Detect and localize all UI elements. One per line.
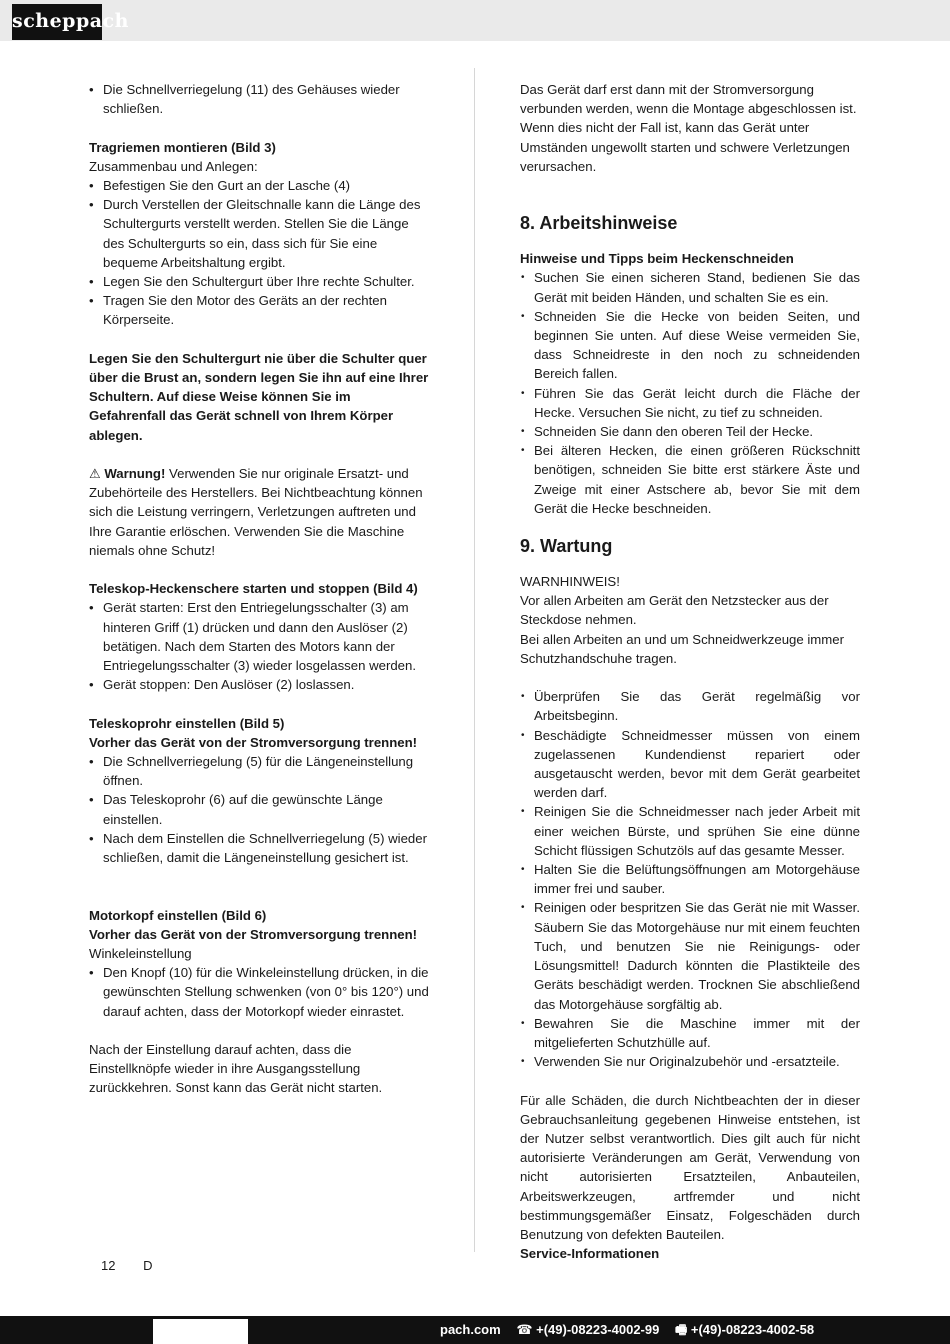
language-code: D: [143, 1258, 153, 1273]
list-item: • Legen Sie den Schultergurt über Ihre rechte Schulter.: [89, 272, 429, 291]
rohr-subtitle: Vorher das Gerät von der Stromversorgung trennen!: [89, 734, 418, 750]
list-rohr: [89, 752, 429, 867]
list-item: • Die Schnellverriegelung (5) für die Längeneinstellung öffnen.: [89, 752, 429, 790]
list-item: • Überprüfen Sie das Gerät regelmäßig vor Arbeitsbeginn.: [520, 687, 860, 725]
list-item: • Das Teleskoprohr (6) auf die gewünschte Länge einstellen.: [89, 790, 429, 828]
right-column: [520, 80, 860, 1263]
list-item: • Tragen Sie den Motor des Geräts an der rechten Körperseite.: [89, 291, 429, 329]
list-item: • Bewahren Sie die Maschine immer mit der mitgelieferten Schutzhülle auf.: [520, 1014, 860, 1052]
contact-info: [440, 1321, 826, 1343]
list-item: • Nach dem Einstellen die Schnellverriegelung (5) wieder schließen, damit die Längeneinstellung gesichert ist.: [89, 829, 429, 867]
list-item: • Gerät stoppen: Den Auslöser (2) loslassen.: [89, 675, 429, 694]
warn-line-2: Bei allen Arbeiten an und um Schneidwerkzeuge immer Schutzhandschuhe tragen.: [520, 631, 845, 666]
tips-title: Hinweise und Tipps beim Heckenschneiden: [520, 251, 794, 267]
list-item: • Durch Verstellen der Gleitschnalle kann die Länge des Schultergurts verstellt werden. Stellen Sie die Länge des Schultergurts so ein, dass sich für Sie eine bequeme Arbeitshaltung ergibt.: [89, 195, 429, 272]
list-item: • Reinigen oder bespritzen Sie das Gerät nie mit Wasser. Säubern Sie das Motorgehäuse nur mit einem feuchten Tuch, und benutzen Sie nie Reinigungs- oder Lösungsmittel! Dadurch könnten die Plastikteile des Geräts beschädigt werden. Trocknen Sie abschließend das Motorgehäuse sorgfältig ab.: [520, 898, 860, 1013]
warnung-label: Warnung!: [104, 466, 166, 482]
section-title-rohr: Teleskoprohr einstellen (Bild 5): [89, 715, 285, 731]
warnung-text: Verwenden Sie nur originale Ersatzt- und Zubehörteile des Herstellers. Bei Nichtbeachtung können sich die Leistung verringern, Verletzungen auftreten und Ihre Garantie erlöschen. Verwenden Sie die Maschine niemals ohne Schutz!: [89, 466, 423, 558]
list-item: • Schneiden Sie die Hecke von beiden Seiten, und beginnen Sie unten. Auf diese Weise vermeiden Sie, dass Schneidreste in den noch zu schneidenden Bereich fallen.: [520, 307, 860, 384]
list-item: • Befestigen Sie den Gurt an der Lasche (4): [89, 176, 429, 195]
list-item: • Halten Sie die Belüftungsöffnungen am Motorgehäuse immer frei und sauber.: [520, 860, 860, 898]
tragriemen-intro: Zusammenbau und Anlegen:: [89, 158, 258, 174]
motor-note: Nach der Einstellung darauf achten, dass die Einstellknöpfe wieder in ihre Ausgangsstellung zurückkehren. Sonst kann das Gerät nicht starten.: [89, 1042, 383, 1096]
list-item: • Verwenden Sie nur Originalzubehör und -ersatzteile.: [520, 1052, 860, 1071]
list-item: • Beschädigte Schneidmesser müssen von einem zugelassenen Kundendienst repariert oder ausgetauscht werden, bevor mit dem Gerät gearbeitet werden darf.: [520, 726, 860, 803]
list-tragriemen: [89, 176, 429, 330]
motor-subtitle: Vorher das Gerät von der Stromversorgung trennen!: [89, 926, 418, 942]
list-item: • Führen Sie das Gerät leicht durch die Fläche der Hecke. Versuchen Sie nicht, zu tief zu schneiden.: [520, 384, 860, 422]
service-title: Service-Informationen: [520, 1246, 660, 1262]
list-item: • Die Schnellverriegelung (11) des Gehäuses wieder schließen.: [89, 80, 429, 118]
bold-warning-text: Legen Sie den Schultergurt nie über die Schulter quer über die Brust an, sondern legen Sie ihn auf eine Ihrer Schultern. Auf diese Weise können Sie im Gefahrenfall das Gerät schnell von Ihrem Körper ablegen.: [89, 350, 429, 443]
list-item: • Bei älteren Hecken, die einen größeren Rückschnitt benötigen, schneiden Sie bitte erst stärkere Äste und Zweige mit einer Astschere ab, bevor Sie mit dem Gerät die Hecke beschneiden.: [520, 441, 860, 518]
section-title-arbeitshinweise: 8. Arbeitshinweise: [520, 213, 678, 234]
page-footer: [101, 1258, 176, 1273]
list-item: • Den Knopf (10) für die Winkeleinstellung drücken, in die gewünschten Stellung schwenken (von 0° bis 120°) und darauf achten, dass der Motorkopf wieder einrastet.: [89, 963, 429, 1021]
section-title-motor: Motorkopf einstellen (Bild 6): [89, 907, 267, 923]
section-title-wartung: 9. Wartung: [520, 536, 613, 557]
page-number: 12: [101, 1258, 116, 1273]
list-maintenance: [520, 687, 860, 1071]
liability-paragraph: Für alle Schäden, die durch Nichtbeachten der in dieser Gebrauchsanleitung gegebenen Hinweise entstehen, ist der Nutzer selbst verantwortlich. Dies gilt auch für nicht autorisierte Veränderungen am Gerät, Verwendung von nicht autorisierten Ersatzteilen, Anbauteilen, Arbeitswerkzeugen, artfremder und nicht bestimmungsgemäßer Einsatz, Folgeschäden durch Benutzung von defekten Bauteilen.: [520, 1092, 860, 1242]
fax-number: 🖷 +(49)-08223-4002-58: [674, 1322, 815, 1337]
list-item: • Reinigen Sie die Schneidmesser nach jeder Arbeit mit einer weichen Bürste, und sprühen Sie eine dünne Schicht flüssigen Schutzöls auf das gesamte Messer.: [520, 802, 860, 860]
bottom-bar: [0, 1316, 950, 1344]
section-title-tragriemen: Tragriemen montieren (Bild 3): [89, 139, 276, 155]
list-item: • Suchen Sie einen sicheren Stand, bedienen Sie das Gerät mit beiden Händen, und schalten Sie es ein.: [520, 268, 860, 306]
warnung-paragraph: [89, 464, 429, 560]
scheppach-logo: scheppach: [12, 4, 102, 40]
list-teleskop: [89, 598, 429, 694]
left-column: [89, 80, 429, 1098]
list-item: • Schneiden Sie dann den oberen Teil der Hecke.: [520, 422, 860, 441]
list-item: • Gerät starten: Erst den Entriegelungsschalter (3) am hinteren Griff (1) drücken und dann den Auslöser (2) betätigen. Nach dem Starten des Motors kann der Entriegelungsschalter (3) wieder losgelassen werden.: [89, 598, 429, 675]
warn-line-1: Vor allen Arbeiten am Gerät den Netzstecker aus der Steckdose nehmen.: [520, 593, 829, 628]
warn-label: WARNHINWEIS!: [520, 574, 620, 590]
bottom-bar-box: [153, 1319, 248, 1344]
phone-number: ☎ +(49)-08223-4002-99: [516, 1322, 660, 1337]
column-divider: [474, 68, 475, 1252]
section-title-teleskop: Teleskop-Heckenschere starten und stoppen (Bild 4): [89, 581, 418, 597]
list-housing: [89, 80, 429, 118]
motor-intro: Winkeleinstellung: [89, 946, 192, 962]
website-link[interactable]: pach.com: [440, 1322, 501, 1337]
intro-paragraph: Das Gerät darf erst dann mit der Stromversorgung verbunden werden, wenn die Montage abgeschlossen ist. Wenn dies nicht der Fall ist, kann das Gerät unter Umständen ungewollt starten und schwere Verletzungen verursachen.: [520, 82, 857, 174]
warning-triangle-icon: ⚠: [89, 466, 101, 482]
top-bar: [0, 0, 950, 41]
list-tips: [520, 268, 860, 518]
list-motor: [89, 963, 429, 1021]
